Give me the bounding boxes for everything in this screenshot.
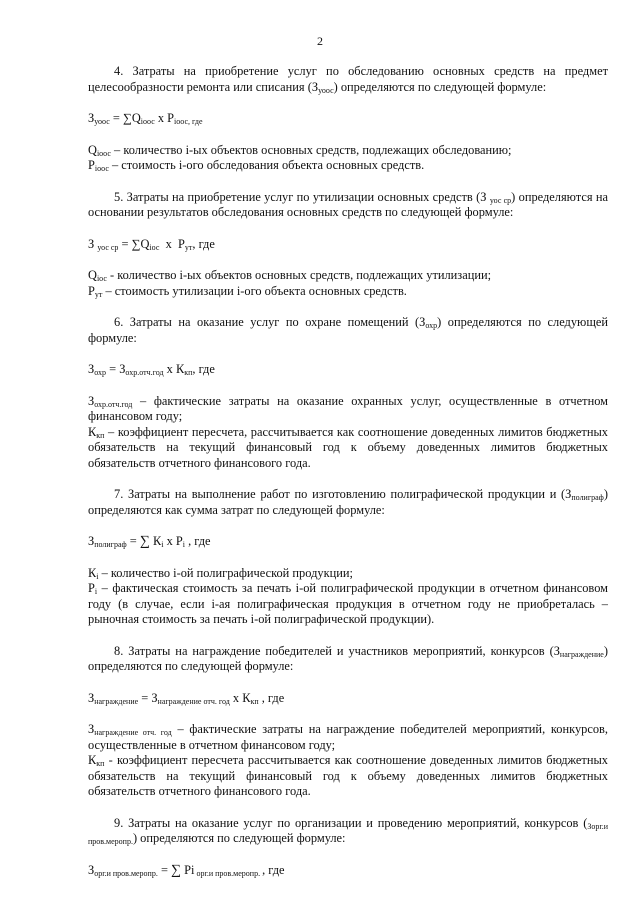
section-9-intro: 9. Затраты на оказание услуг по организации и проведению мероприятий, конкурсов $(_{Зорг.и пров.меропр.})$ определяются по следующей формуле: xyxy=(88,815,608,846)
definition-6-z: $З_{охр.отч.год}$ – фактические затраты на оказание охранных услуг, осуществленные в отчетном финансовом году; xyxy=(88,393,608,423)
document-body xyxy=(88,64,608,878)
section-4-intro: 4. Затраты на приобретение услуг по обследованию основных средств на предмет целесообразности ремонта или списания $(З_{уоос})$ определяются по следующей формуле: xyxy=(88,64,608,95)
formula-8: $З_{награждение} = З_{награждение отч. год}$ х $К_{кп}$ , где xyxy=(88,690,285,706)
section-7-intro: 7. Затраты на выполнение работ по изготовлению полиграфической продукции и $(З_{полиграф})$ определяются как сумма затрат по следующей формуле: xyxy=(88,487,608,517)
definition-8-k: $К_{кп}$ - коэффициент пересчета рассчитывается как соотношение доведенных лимитов бюджетных обязательств на текущий финансовый год к объему доведенных лимитов бюджетных обязательств отчетного финансового года. xyxy=(88,753,608,798)
definition-6-k: $К_{кп}$ – коэффициент пересчета, рассчитывается как соотношение доведенных лимитов бюджетных обязательств на текущий финансовый год к объему доведенных лимитов бюджетных обязательств отчетного финансового года. xyxy=(88,424,608,470)
definition-8-z: $З_{награждение отч. год}$ – фактические затраты на награждение победителей мероприятий, конкурсов, осуществленные в отчетном финансовом году; xyxy=(88,722,608,752)
definition-7-k: $К_i$ – количество i-ой полиграфической продукции; xyxy=(88,565,353,581)
page-number: 2 xyxy=(317,34,323,48)
formula-6: $З_{охр} = З_{охр.отч.год}$ х $К_{кп}$, где xyxy=(88,362,215,377)
definition-4-q: $Q_{iоос}$ – количество i-ых объектов основных средств, подлежащих обследованию; xyxy=(88,142,512,158)
formula-4: $З_{уоос} = \sum Q_{iоос}$ х $P_{iоос, где}$ xyxy=(88,111,203,126)
definition-4-p: $P_{iоос}$ – стоимость i-ого обследования объекта основных средств. xyxy=(88,158,425,173)
definition-5-p: $P_{ут}$ – стоимость утилизации i-ого объекта основных средств. xyxy=(88,283,407,299)
formula-9: $З_{орг.и пров.меропр.}$ = ∑ Pi $_{орг.и пров.меропр.}$ , где xyxy=(88,862,285,878)
section-6-intro: 6. Затраты на оказание услуг по охране помещений $(З_{охр})$ определяются по следующей формуле: xyxy=(88,315,608,345)
formula-7: $З_{полиграф}$ = ∑ $К_i$ х $P_i$ , где xyxy=(88,534,211,549)
section-8-intro: 8. Затраты на награждение победителей и участников мероприятий, конкурсов $(З_{награждение})$ определяются по следующей формуле: xyxy=(88,643,608,673)
definition-5-q: $Q_{iос}$ - количество i-ых объектов основных средств, подлежащих утилизации; xyxy=(88,268,492,283)
formula-5: З $_{уос ср} = \sum Q_{iос}$ х $P_{ут}$, где xyxy=(88,236,215,252)
section-5-intro: 5. Затраты на приобретение услуг по утилизации основных средств (З $_{уос ср}$) определяются на основании результатов обследования основных средств по следующей формуле: xyxy=(88,189,608,219)
definition-7-p: $P_i$ – фактическая стоимость за печать i-ой полиграфической продукции в отчетном финансовом году (в случае, если i-ая полиграфическая продукция в отчетном году не приобреталась – рыночная стоимость за печать i-ой полиграфической продукции). xyxy=(88,581,608,626)
